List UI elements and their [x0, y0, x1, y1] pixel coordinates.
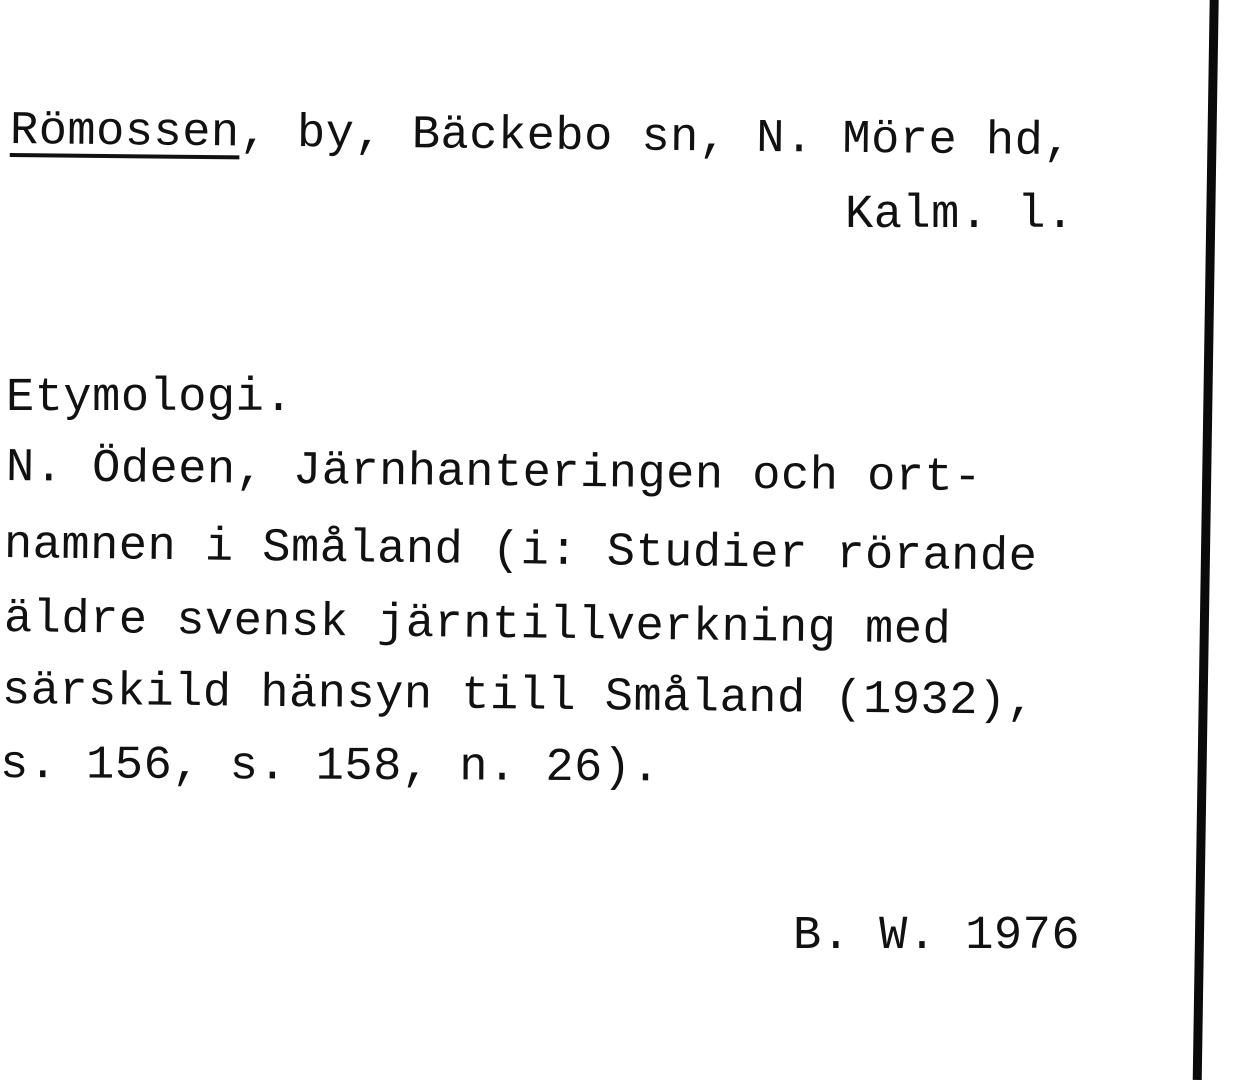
entry-heading	[9, 105, 1073, 170]
reference-line-5: s. 156, s. 158, n. 26).	[0, 739, 661, 796]
signature: B. W. 1976	[793, 910, 1081, 963]
reference-line-4: särskild hänsyn till Småland (1932),	[1, 665, 1036, 729]
headword: Römossen	[9, 105, 240, 161]
county-label: Kalm. l.	[845, 189, 1075, 242]
reference-line-3: äldre svensk järntillverkning med	[3, 593, 952, 658]
heading-details: , by, Bäckebo sn, N. Möre hd,	[239, 107, 1073, 170]
card-edge-line	[1193, 0, 1219, 1080]
reference-line-2: namnen i Småland (i: Studier rörande	[3, 519, 1038, 585]
section-title: Etymologi.	[6, 372, 294, 425]
reference-line-1: N. Ödeen, Järnhanteringen och ort-	[5, 442, 983, 506]
